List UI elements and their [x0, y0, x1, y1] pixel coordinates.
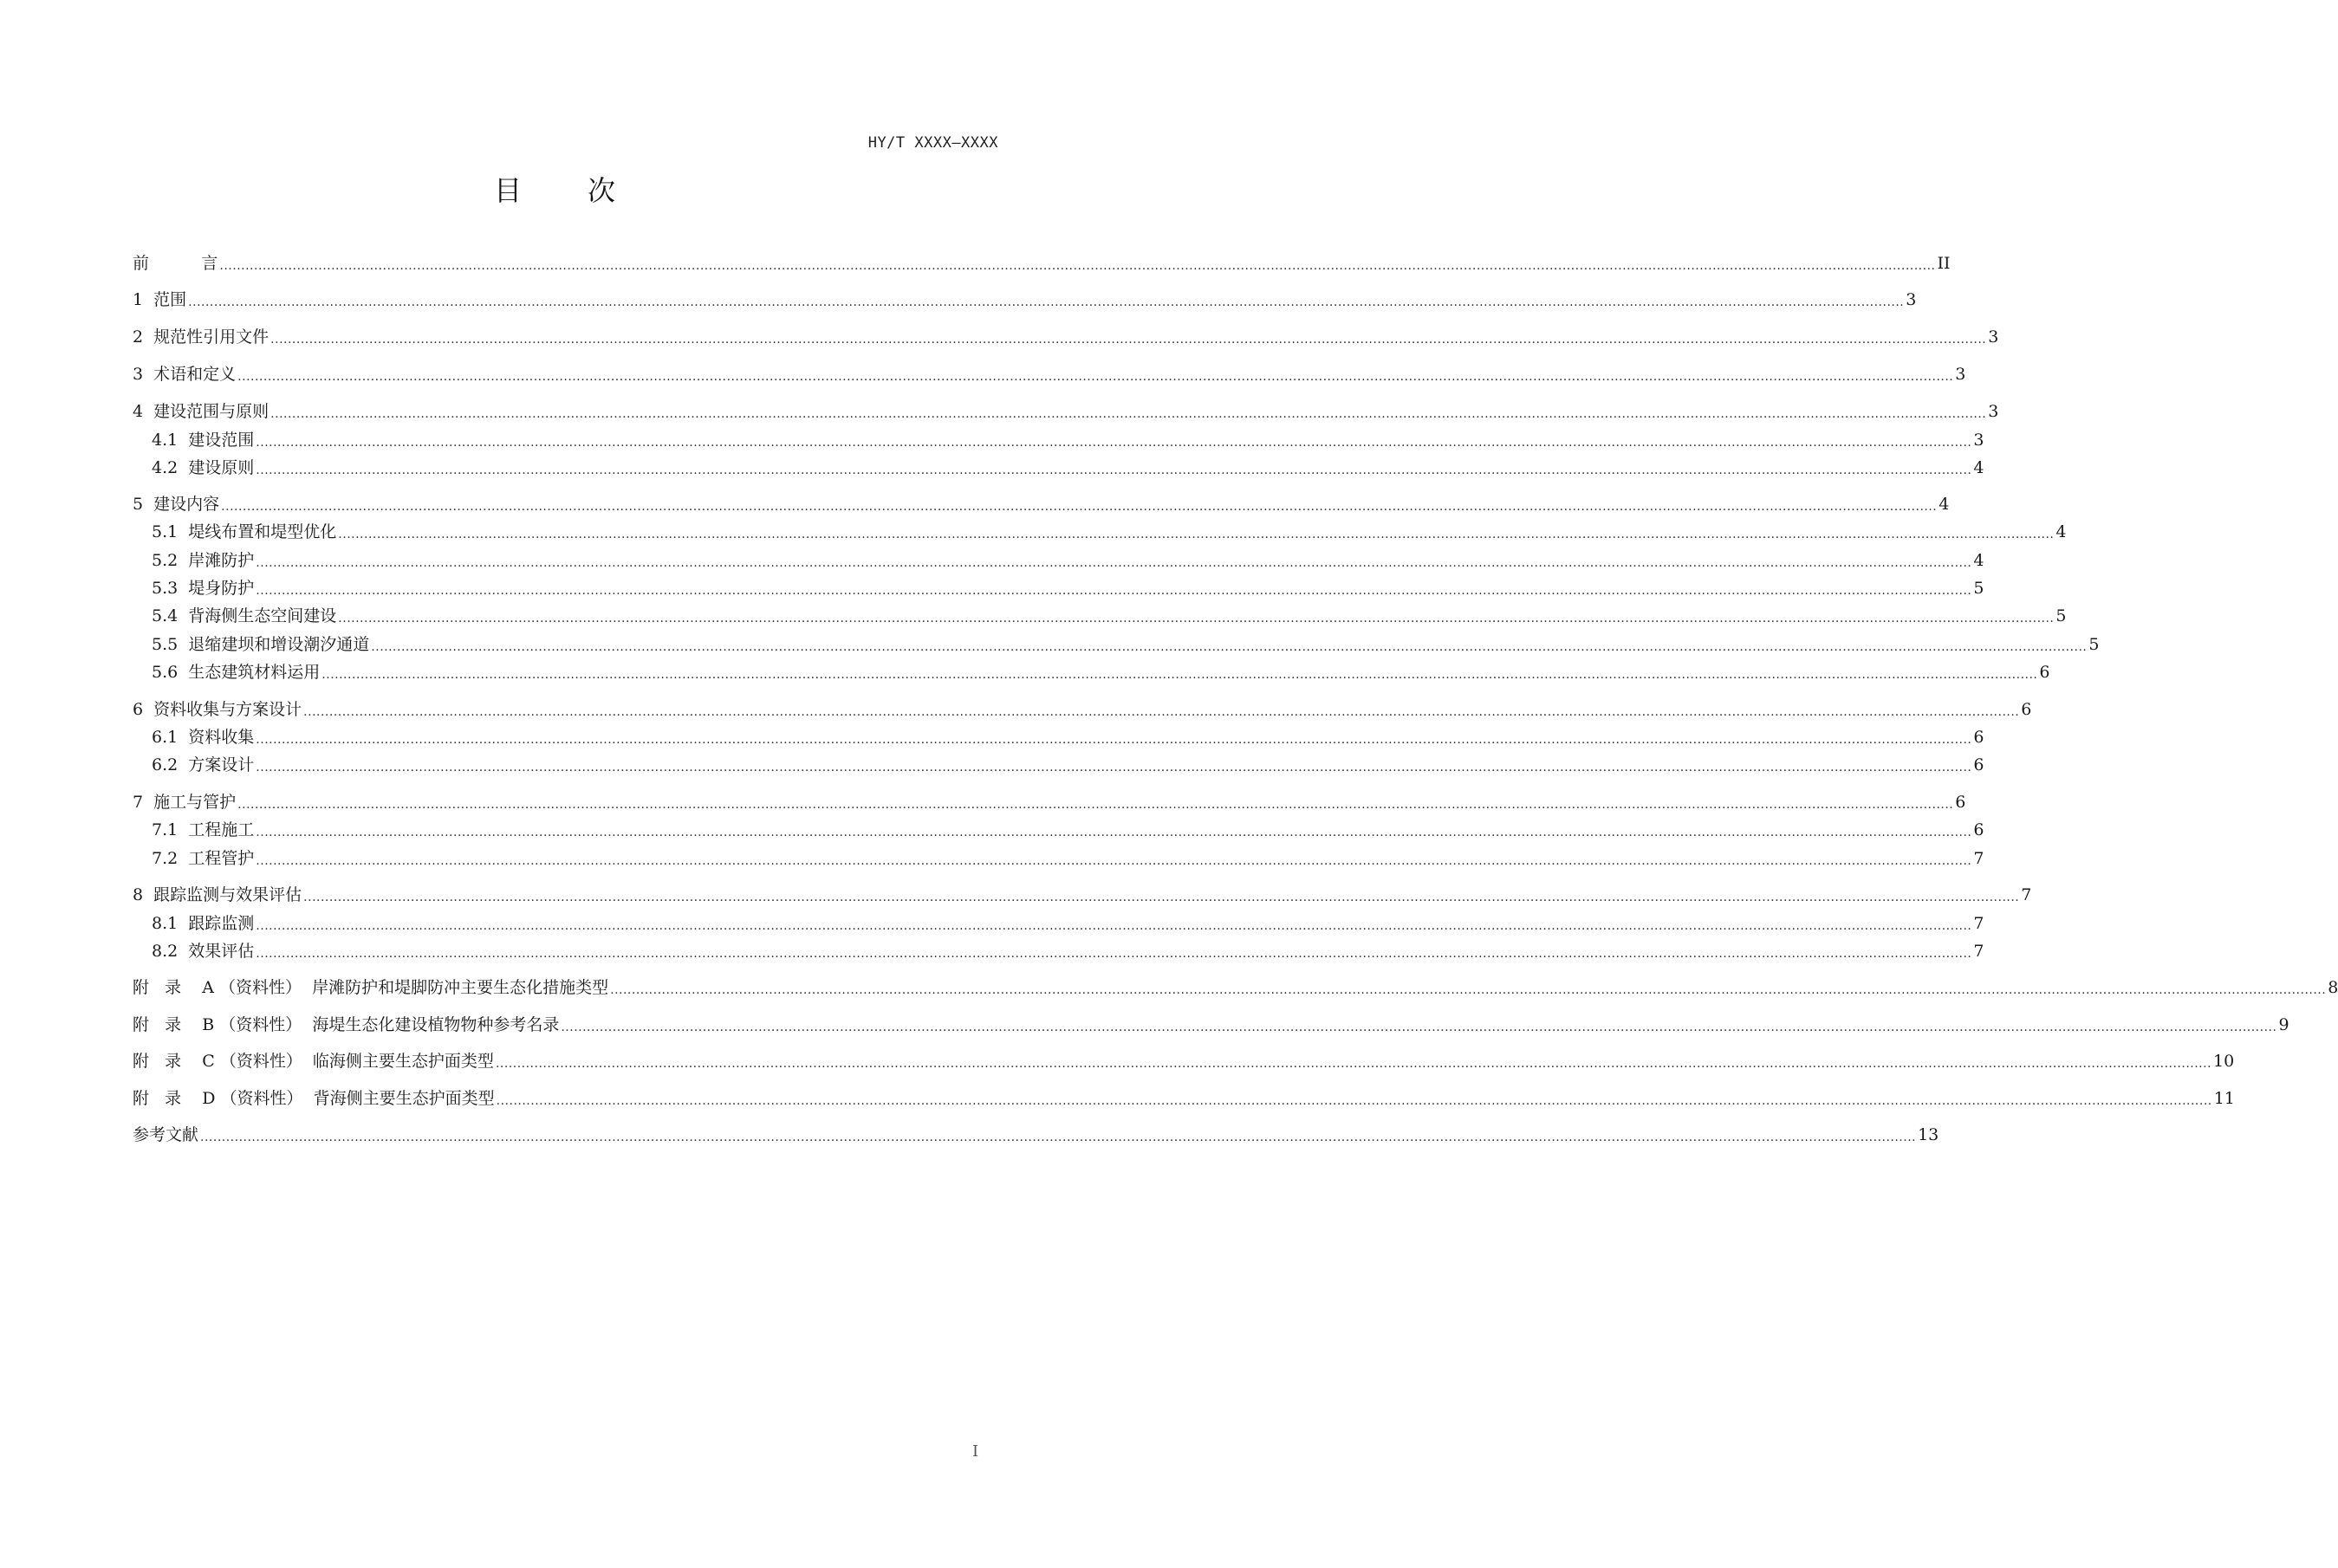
toc-entry-page: II: [1937, 254, 1951, 273]
toc-entry-page: 4: [1973, 458, 1984, 477]
toc-entry[interactable]: [133, 492, 1950, 516]
toc-entry[interactable]: [133, 399, 1999, 424]
toc-leader-dots: ................................................................................................................................................................................................................................................................................................................................................................................................................: [303, 705, 2020, 719]
toc-entry-label: 5 建设内容: [133, 495, 220, 514]
toc-entry-page: 8: [2328, 978, 2338, 997]
toc-leader-dots: ................................................................................................................................................................................................................................................................................................................................................................................................................: [321, 668, 2038, 682]
toc-entry[interactable]: [152, 818, 1984, 842]
toc-entry-page: 4: [2055, 522, 2067, 541]
toc-entry-label: 附 录 B （资料性） 海堤生态化建设植物物种参考名录: [133, 1015, 560, 1034]
toc-entry-page: 3: [1955, 365, 1966, 384]
toc-leader-dots: ................................................................................................................................................................................................................................................................................................................................................................................................................: [256, 556, 1972, 570]
toc-leader-dots: ................................................................................................................................................................................................................................................................................................................................................................................................................: [270, 333, 1987, 347]
toc-entry[interactable]: [152, 520, 2067, 544]
toc-leader-dots: ................................................................................................................................................................................................................................................................................................................................................................................................................: [256, 436, 1972, 450]
toc-entry-label: 参考文献: [133, 1125, 199, 1144]
toc-leader-dots: ................................................................................................................................................................................................................................................................................................................................................................................................................: [303, 891, 2020, 904]
toc-entry-label: 7.2 工程管护: [152, 849, 255, 868]
toc-entry[interactable]: [152, 911, 1984, 936]
toc-entry-label: 5.5 退缩建坝和增设潮汐通道: [152, 635, 370, 654]
toc-entry[interactable]: [152, 548, 1984, 573]
toc-entry[interactable]: [152, 725, 1984, 749]
toc-entry-label: 7.1 工程施工: [152, 820, 255, 839]
toc-entry-label: 4.1 建设范围: [152, 431, 255, 450]
toc-entry-page: 7: [1973, 942, 1984, 961]
toc-entry[interactable]: [133, 1086, 2235, 1111]
toc-leader-dots: ................................................................................................................................................................................................................................................................................................................................................................................................................: [338, 528, 2055, 541]
toc-leader-dots: ................................................................................................................................................................................................................................................................................................................................................................................................................: [237, 370, 1954, 384]
toc-leader-dots: ................................................................................................................................................................................................................................................................................................................................................................................................................: [496, 1094, 2212, 1108]
toc-entry[interactable]: [133, 697, 2032, 722]
toc-entry-label: 附 录 C （资料性） 临海侧主要生态护面类型: [133, 1052, 494, 1071]
toc-entry-label: 8 跟踪监测与效果评估: [133, 885, 302, 904]
toc-entry-label: 5.6 生态建筑材料运用: [152, 663, 321, 682]
toc-entry-page: 6: [2021, 700, 2032, 719]
toc-entry-label: 8.2 效果评估: [152, 942, 255, 961]
toc-entry-page: 3: [1906, 290, 1917, 309]
toc-entry[interactable]: [133, 883, 2032, 907]
toc-entry-page: 13: [1918, 1125, 1939, 1144]
toc-entry-label: 7 施工与管护: [133, 793, 237, 812]
toc-entry-label: 6.2 方案设计: [152, 755, 255, 774]
toc-entry-page: 4: [1939, 495, 1950, 514]
toc-leader-dots: ................................................................................................................................................................................................................................................................................................................................................................................................................: [561, 1020, 2277, 1034]
toc-entry-page: 5: [2055, 606, 2067, 625]
toc-entry-page: 7: [2021, 885, 2032, 904]
toc-entry[interactable]: [152, 456, 1984, 480]
toc-entry-page: 5: [1973, 579, 1984, 598]
toc-entry[interactable]: [133, 1013, 2289, 1037]
toc-entry-label: 附 录 D （资料性） 背海侧主要生态护面类型: [133, 1089, 495, 1108]
toc-entry-page: 9: [2278, 1015, 2289, 1034]
toc-leader-dots: ................................................................................................................................................................................................................................................................................................................................................................................................................: [256, 919, 1972, 933]
toc-entry[interactable]: [133, 1123, 1939, 1147]
toc-leader-dots: ................................................................................................................................................................................................................................................................................................................................................................................................................: [256, 733, 1972, 747]
toc-entry[interactable]: [133, 288, 1917, 312]
toc-entry-label: 3 术语和定义: [133, 365, 237, 384]
toc-leader-dots: ................................................................................................................................................................................................................................................................................................................................................................................................................: [256, 826, 1972, 839]
toc-entry-label: 6.1 资料收集: [152, 728, 255, 747]
toc-entry-label: 5.2 岸滩防护: [152, 551, 255, 570]
toc-entry-page: 5: [2088, 635, 2100, 654]
toc-entry-page: 3: [1988, 327, 1999, 347]
toc-entry-page: 6: [2039, 663, 2050, 682]
document-code: HY/T XXXX—XXXX: [867, 134, 998, 152]
toc-leader-dots: ................................................................................................................................................................................................................................................................................................................................................................................................................: [270, 407, 1987, 421]
toc-entry-page: 11: [2213, 1089, 2235, 1108]
toc-entry-page: 7: [1973, 849, 1984, 868]
toc-entry-label: 2 规范性引用文件: [133, 327, 270, 347]
toc-leader-dots: ................................................................................................................................................................................................................................................................................................................................................................................................................: [495, 1057, 2212, 1071]
toc-entry-label: 5.3 堤身防护: [152, 579, 255, 598]
toc-entry-label: 4 建设范围与原则: [133, 402, 270, 421]
toc-entry[interactable]: [152, 576, 1984, 600]
toc-entry-page: 10: [2213, 1052, 2235, 1071]
toc-leader-dots: ................................................................................................................................................................................................................................................................................................................................................................................................................: [256, 761, 1972, 774]
toc-entry[interactable]: [133, 1049, 2235, 1073]
toc-entry-page: 6: [1973, 728, 1984, 747]
page-number: I: [972, 1442, 979, 1461]
toc-entry-page: 6: [1973, 755, 1984, 774]
toc-leader-dots: ................................................................................................................................................................................................................................................................................................................................................................................................................: [256, 947, 1972, 961]
toc-entry[interactable]: [133, 325, 1999, 349]
toc-entry[interactable]: [133, 975, 2338, 1000]
toc-entry-label: 前 言: [133, 254, 218, 273]
toc-leader-dots: ................................................................................................................................................................................................................................................................................................................................................................................................................: [256, 854, 1972, 868]
toc-entry-label: 6 资料收集与方案设计: [133, 700, 302, 719]
toc-leader-dots: ................................................................................................................................................................................................................................................................................................................................................................................................................: [219, 259, 1936, 273]
toc-entry[interactable]: [133, 362, 1966, 386]
toc-entry-page: 4: [1973, 551, 1984, 570]
toc-entry[interactable]: [133, 790, 1966, 814]
toc-entry[interactable]: [152, 846, 1984, 871]
toc-title: [0, 169, 1109, 209]
toc-title-char-1: 目: [493, 174, 522, 207]
toc-entry[interactable]: [152, 632, 2100, 657]
toc-leader-dots: ................................................................................................................................................................................................................................................................................................................................................................................................................: [200, 1131, 1917, 1144]
toc-entry-page: 7: [1973, 914, 1984, 933]
toc-entry[interactable]: [152, 660, 2050, 684]
toc-entry-page: 6: [1973, 820, 1984, 839]
toc-entry-label: 1 范围: [133, 290, 187, 309]
toc-entry-label: 附 录 A （资料性） 岸滩防护和堤脚防冲主要生态化措施类型: [133, 978, 609, 997]
toc-leader-dots: ................................................................................................................................................................................................................................................................................................................................................................................................................: [256, 463, 1972, 477]
toc-entry-label: 4.2 建设原则: [152, 458, 255, 477]
toc-entry[interactable]: [152, 939, 1984, 963]
toc-entry-label: 8.1 跟踪监测: [152, 914, 255, 933]
toc-leader-dots: ................................................................................................................................................................................................................................................................................................................................................................................................................: [237, 798, 1954, 812]
toc-leader-dots: ................................................................................................................................................................................................................................................................................................................................................................................................................: [188, 295, 1905, 309]
toc-entry-page: 3: [1988, 402, 1999, 421]
toc-entry[interactable]: [133, 251, 1951, 275]
toc-entry[interactable]: [152, 753, 1984, 777]
toc-leader-dots: ................................................................................................................................................................................................................................................................................................................................................................................................................: [256, 584, 1972, 598]
toc-entry[interactable]: [152, 604, 2067, 628]
toc-entry-page: 3: [1973, 431, 1984, 450]
toc-title-char-2: 次: [588, 174, 616, 207]
toc-entry-label: 5.1 堤线布置和堤型优化: [152, 522, 337, 541]
toc-entry[interactable]: [152, 428, 1984, 452]
toc-entry-label: 5.4 背海侧生态空间建设: [152, 606, 337, 625]
toc-leader-dots: ................................................................................................................................................................................................................................................................................................................................................................................................................: [371, 640, 2088, 654]
toc-entry-page: 6: [1955, 793, 1966, 812]
toc-leader-dots: ................................................................................................................................................................................................................................................................................................................................................................................................................: [610, 983, 2327, 997]
toc-leader-dots: ................................................................................................................................................................................................................................................................................................................................................................................................................: [338, 612, 2055, 625]
toc-leader-dots: ................................................................................................................................................................................................................................................................................................................................................................................................................: [221, 500, 1938, 514]
